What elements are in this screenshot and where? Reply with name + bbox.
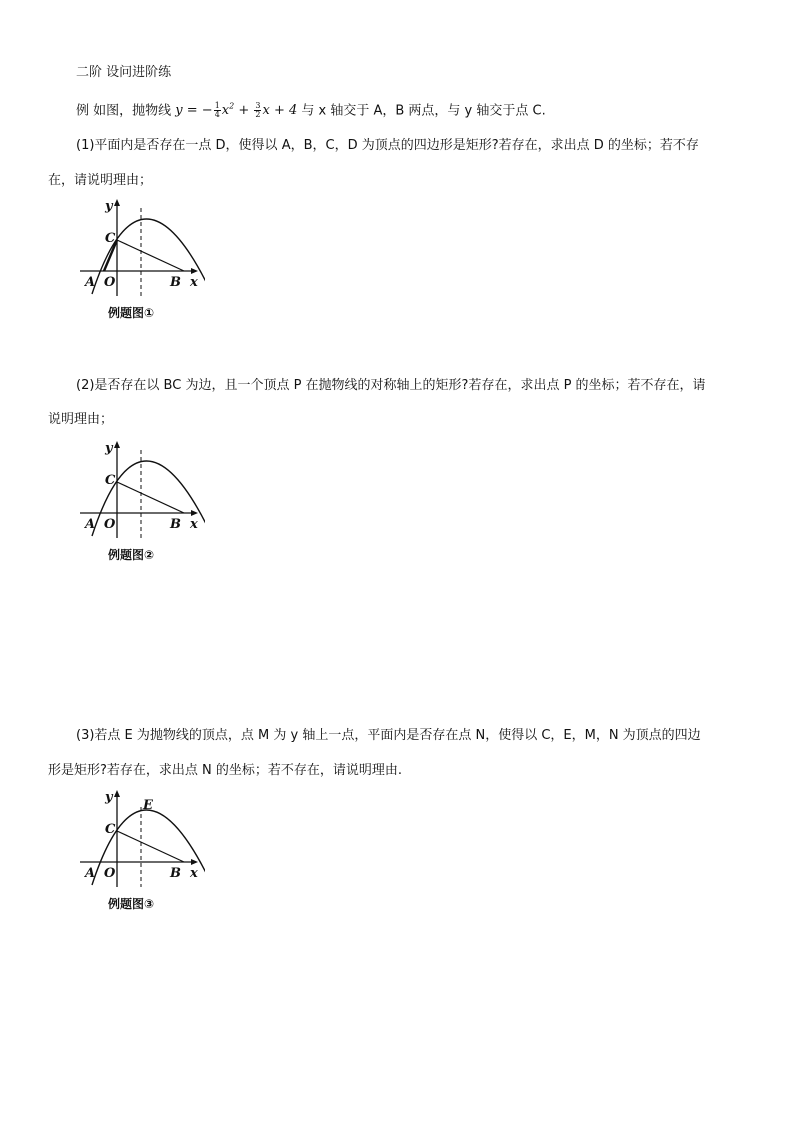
question-3-line-2: 形是矩形?若存在，求出点 N 的坐标；若不存在，请说明理由. (48, 763, 403, 778)
question-2-line-1: (2)是否存在以 BC 为边，且一个顶点 P 在抛物线的对称轴上的矩形?若存在，求出点 P 的坐标；若不存在，请 (76, 378, 706, 393)
figure-3-caption: 例题图③ (108, 897, 155, 911)
segment-bc (117, 831, 184, 862)
figure-3 (80, 787, 205, 891)
fraction-numerator: 3 (255, 101, 261, 111)
x-axis-arrow (191, 859, 198, 865)
label-e: E (143, 798, 153, 813)
question-3-line-1: (3)若点 E 为抛物线的顶点，点 M 为 y 轴上一点，平面内是否存在点 N，使得以 C，E，M，N 为顶点的四边 (76, 728, 701, 743)
fraction-three-halves (254, 102, 261, 119)
label-o: O (104, 866, 116, 881)
label-b: B (170, 275, 181, 290)
formula-x: x (221, 103, 230, 119)
formula-tail: x + 4 (262, 103, 298, 119)
label-c: C (105, 231, 116, 246)
formula-y-eq: y = − (175, 103, 213, 119)
question-1-line-2: 在，请说明理由； (48, 173, 153, 188)
x-axis-arrow (191, 510, 198, 516)
label-x: x (190, 275, 198, 290)
label-c: C (105, 473, 116, 488)
fraction-denominator: 2 (255, 110, 261, 120)
label-y: y (105, 441, 113, 456)
label-o: O (104, 275, 116, 290)
label-a: A (85, 866, 96, 881)
parabola-formula (175, 103, 301, 118)
fraction-denominator: 4 (214, 110, 220, 120)
section-title: 二阶 设问进阶练 (76, 65, 172, 80)
label-b: B (170, 517, 181, 532)
question-2-line-2: 说明理由； (48, 412, 114, 427)
fraction-one-quarter (214, 102, 221, 119)
example-statement (76, 98, 546, 120)
x-axis-arrow (191, 268, 198, 274)
label-a: A (85, 517, 96, 532)
figure-2 (80, 438, 205, 542)
segment-bc (117, 240, 184, 271)
fraction-numerator: 1 (214, 101, 220, 111)
y-axis-arrow (114, 790, 120, 797)
label-c: C (105, 822, 116, 837)
label-x: x (190, 866, 198, 881)
formula-plus: + (234, 103, 254, 119)
label-y: y (105, 790, 113, 805)
label-x: x (190, 517, 198, 532)
example-suffix: 与 x 轴交于 A，B 两点，与 y 轴交于点 C. (301, 103, 546, 119)
label-a: A (85, 275, 96, 290)
label-b: B (170, 866, 181, 881)
formula-exponent: 2 (229, 102, 235, 111)
question-1-line-1: (1)平面内是否存在一点 D，使得以 A，B，C，D 为顶点的四边形是矩形?若存在，求出点 D 的坐标；若不存 (76, 138, 699, 153)
label-o: O (104, 517, 116, 532)
figure-2-caption: 例题图② (108, 548, 155, 562)
y-axis-arrow (114, 441, 120, 448)
example-prefix: 例 如图，抛物线 (76, 103, 172, 119)
figure-1-caption: 例题图① (108, 306, 155, 320)
label-y: y (105, 199, 113, 214)
segment-bc (117, 482, 184, 513)
figure-1 (80, 196, 205, 300)
y-axis-arrow (114, 199, 120, 206)
